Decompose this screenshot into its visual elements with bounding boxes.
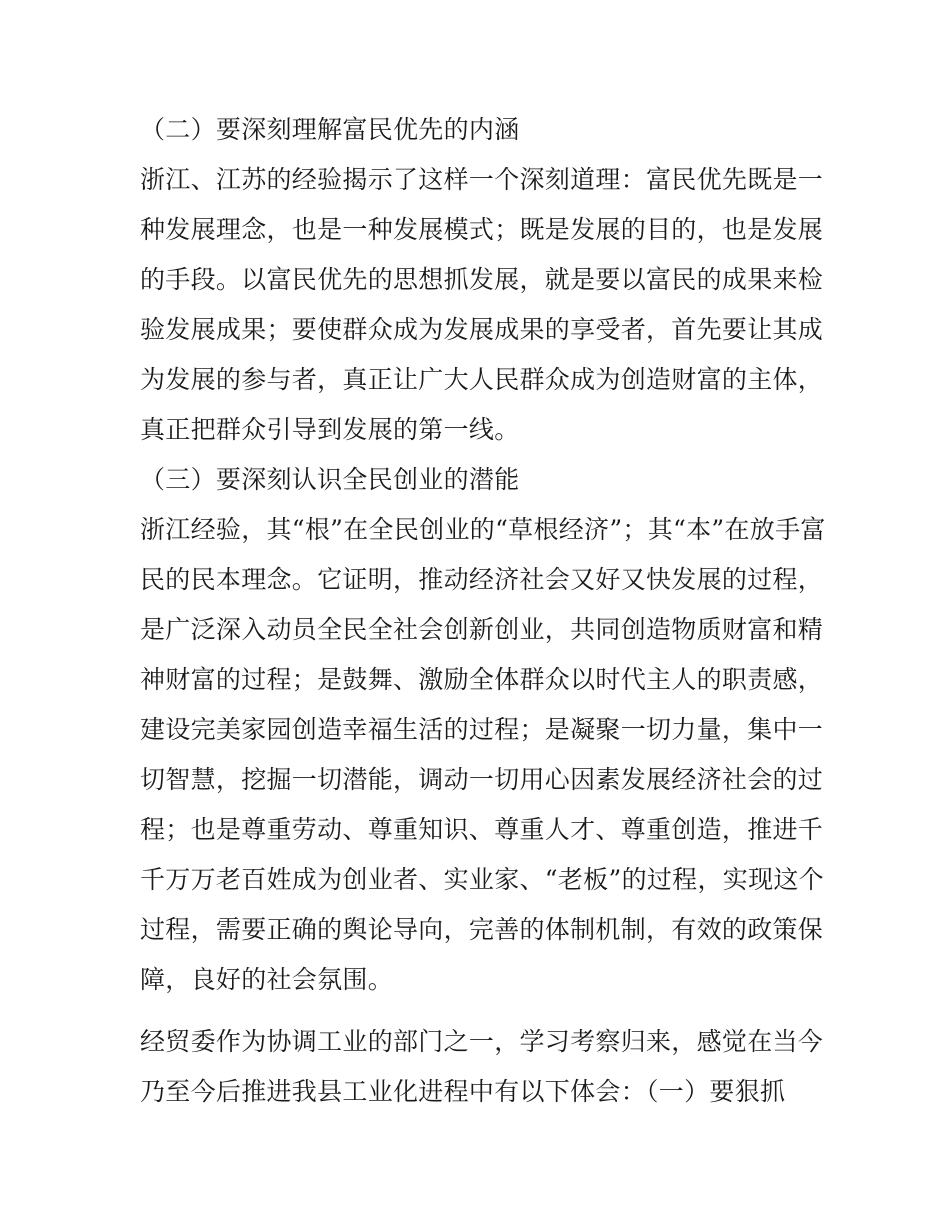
text-line: 种发展理念，也是一种发展模式；既是发展的目的，也是发展 [140, 215, 824, 244]
text-line: 程；也是尊重劳动、尊重知识、尊重人才、尊重创造，推进千 [140, 815, 824, 844]
text-line: 验发展成果；要使群众成为发展成果的享受者，首先要让其成 [140, 315, 824, 344]
text-line: 千万万老百姓成为创业者、实业家、“老板”的过程，实现这个 [140, 865, 824, 894]
text-line: 真正把群众引导到发展的第一线。 [140, 415, 520, 444]
text-line: 建设完美家园创造幸福生活的过程；是凝聚一切力量，集中一 [140, 715, 824, 744]
text-line: 经贸委作为协调工业的部门之一，学习考察归来，感觉在当今 [140, 1027, 824, 1056]
section-heading-2: （二）要深刻理解富民优先的内涵 [140, 115, 520, 144]
text-line: 是广泛深入动员全民全社会创新创业，共同创造物质财富和精 [140, 615, 824, 644]
text-line: 障，良好的社会氛围。 [140, 965, 394, 994]
text-line: 浙江、江苏的经验揭示了这样一个深刻道理：富民优先既是一 [140, 165, 824, 194]
section-heading-3: （三）要深刻认识全民创业的潜能 [140, 465, 520, 494]
text-line: 切智慧，挖掘一切潜能，调动一切用心因素发展经济社会的过 [140, 765, 824, 794]
text-line: 浙江经验，其“根”在全民创业的“草根经济”；其“本”在放手富 [140, 515, 826, 544]
text-line: 过程，需要正确的舆论导向，完善的体制机制，有效的政策保 [140, 915, 824, 944]
text-line: 神财富的过程；是鼓舞、激励全体群众以时代主人的职责感， [140, 665, 824, 694]
text-line: 的手段。以富民优先的思想抓发展，就是要以富民的成果来检 [140, 265, 824, 294]
text-line: 为发展的参与者，真正让广大人民群众成为创造财富的主体， [140, 365, 824, 394]
text-line: 乃至今后推进我县工业化进程中有以下体会：（一）要狠抓 [140, 1077, 786, 1106]
text-line: 民的民本理念。它证明，推动经济社会又好又快发展的过程， [140, 565, 824, 594]
